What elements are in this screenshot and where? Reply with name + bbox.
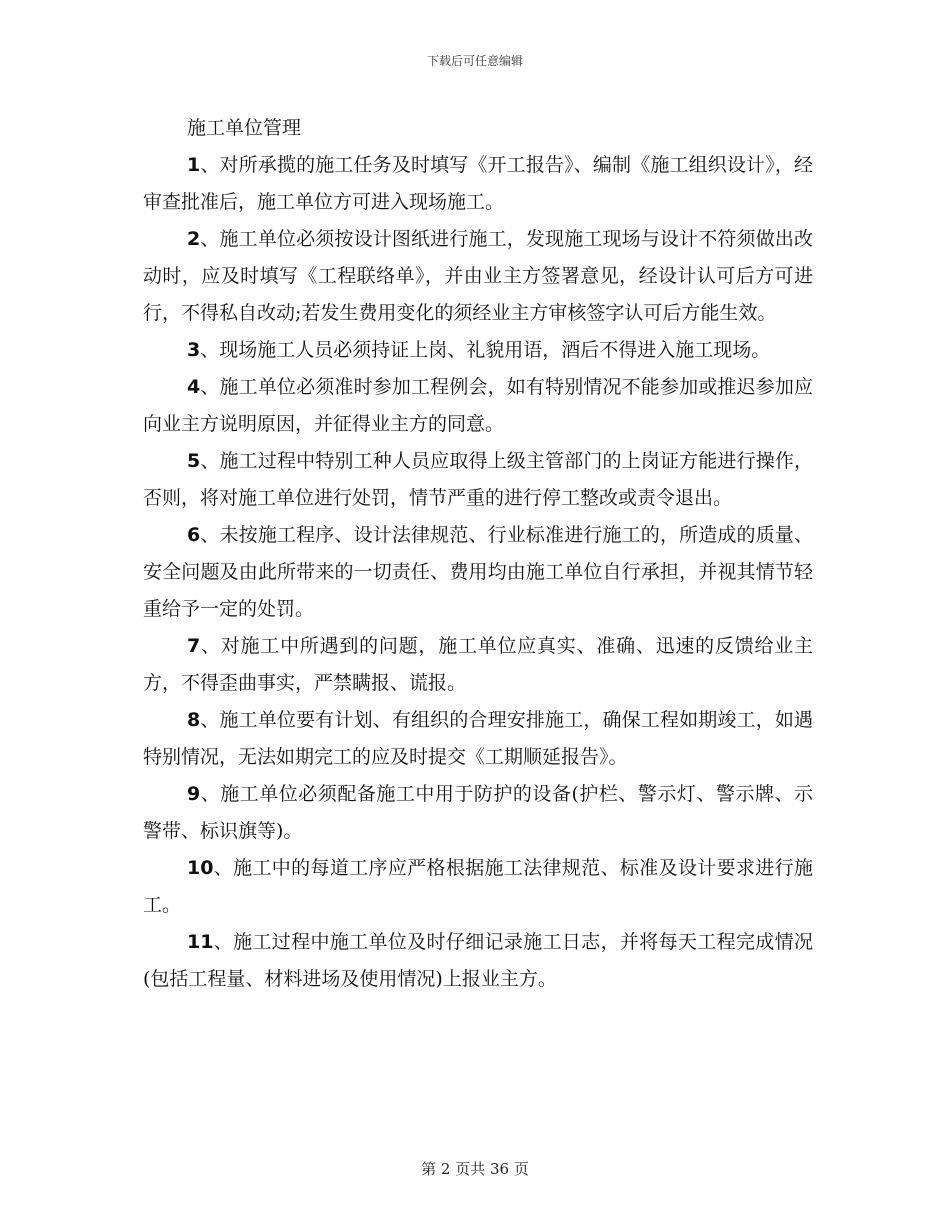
page-footer: 第 2 页共 36 页 [421,1160,529,1178]
item-text: 、对所承揽的施工任务及时填写《开工报告》、编制《施工组织设计》，经审查批准后，施工单位方可进入现场施工。 [143,154,813,213]
item-number: 1 [187,154,201,176]
page-header: 下载后可任意编辑 [426,54,523,68]
item-number: 7 [187,635,201,657]
item-text: 、施工单位要有计划、有组织的合理安排施工，确保工程如期竣工，如遇特别情况，无法如期完工的应及时提交《工期顺延报告》。 [143,709,813,768]
item-number: 9 [187,783,201,805]
item-number: 4 [187,376,201,398]
list-item [143,221,813,332]
item-number: 5 [187,450,201,472]
item-number: 2 [187,228,201,250]
list-item [143,776,813,850]
item-text: 、施工过程中施工单位及时仔细记录施工日志，并将每天工程完成情况(包括工程量、材料进场及使用情况)上报业主方。 [143,931,813,990]
item-text: 、未按施工程序、设计法律规范、行业标准进行施工的，所造成的质量、安全问题及由此所带来的一切责任、费用均由施工单位自行承担，并视其情节轻重给予一定的处罚。 [143,524,813,620]
list-item [143,369,813,443]
list-item [143,517,813,628]
list-item [143,147,813,221]
item-number: 3 [187,339,201,361]
document-body [143,110,813,998]
item-text: 、对施工中所遇到的问题，施工单位应真实、准确、迅速的反馈给业主方，不得歪曲事实，严禁瞒报、谎报。 [143,635,813,694]
item-text: 、施工单位必须配备施工中用于防护的设备(护栏、警示灯、警示牌、示警带、标识旗等)。 [143,783,813,842]
list-item [143,850,813,924]
list-item [143,332,813,369]
item-number: 6 [187,524,201,546]
item-text: 、现场施工人员必须持证上岗、礼貌用语，酒后不得进入施工现场。 [200,339,771,361]
item-number: 11 [187,931,214,953]
item-number: 8 [187,709,201,731]
list-item [143,702,813,776]
item-text: 、施工单位必须准时参加工程例会，如有特别情况不能参加或推迟参加应向业主方说明原因，并征得业主方的同意。 [143,376,813,435]
item-text: 、施工过程中特别工种人员应取得上级主管部门的上岗证方能进行操作，否则，将对施工单位进行处罚，情节严重的进行停工整改或责令退出。 [143,450,813,509]
item-text: 、施工中的每道工序应严格根据施工法律规范、标准及设计要求进行施工。 [143,857,813,916]
section-title: 施工单位管理 [187,117,302,139]
item-number: 10 [187,857,214,879]
list-item [143,628,813,702]
list-item [143,443,813,517]
list-item [143,924,813,998]
item-text: 、施工单位必须按设计图纸进行施工，发现施工现场与设计不符须做出改动时，应及时填写《工程联络单》，并由业主方签署意见，经设计认可后方可进行，不得私自改动;若发生费用变化的须经业主方审核签字认可后方能生效。 [143,228,813,324]
